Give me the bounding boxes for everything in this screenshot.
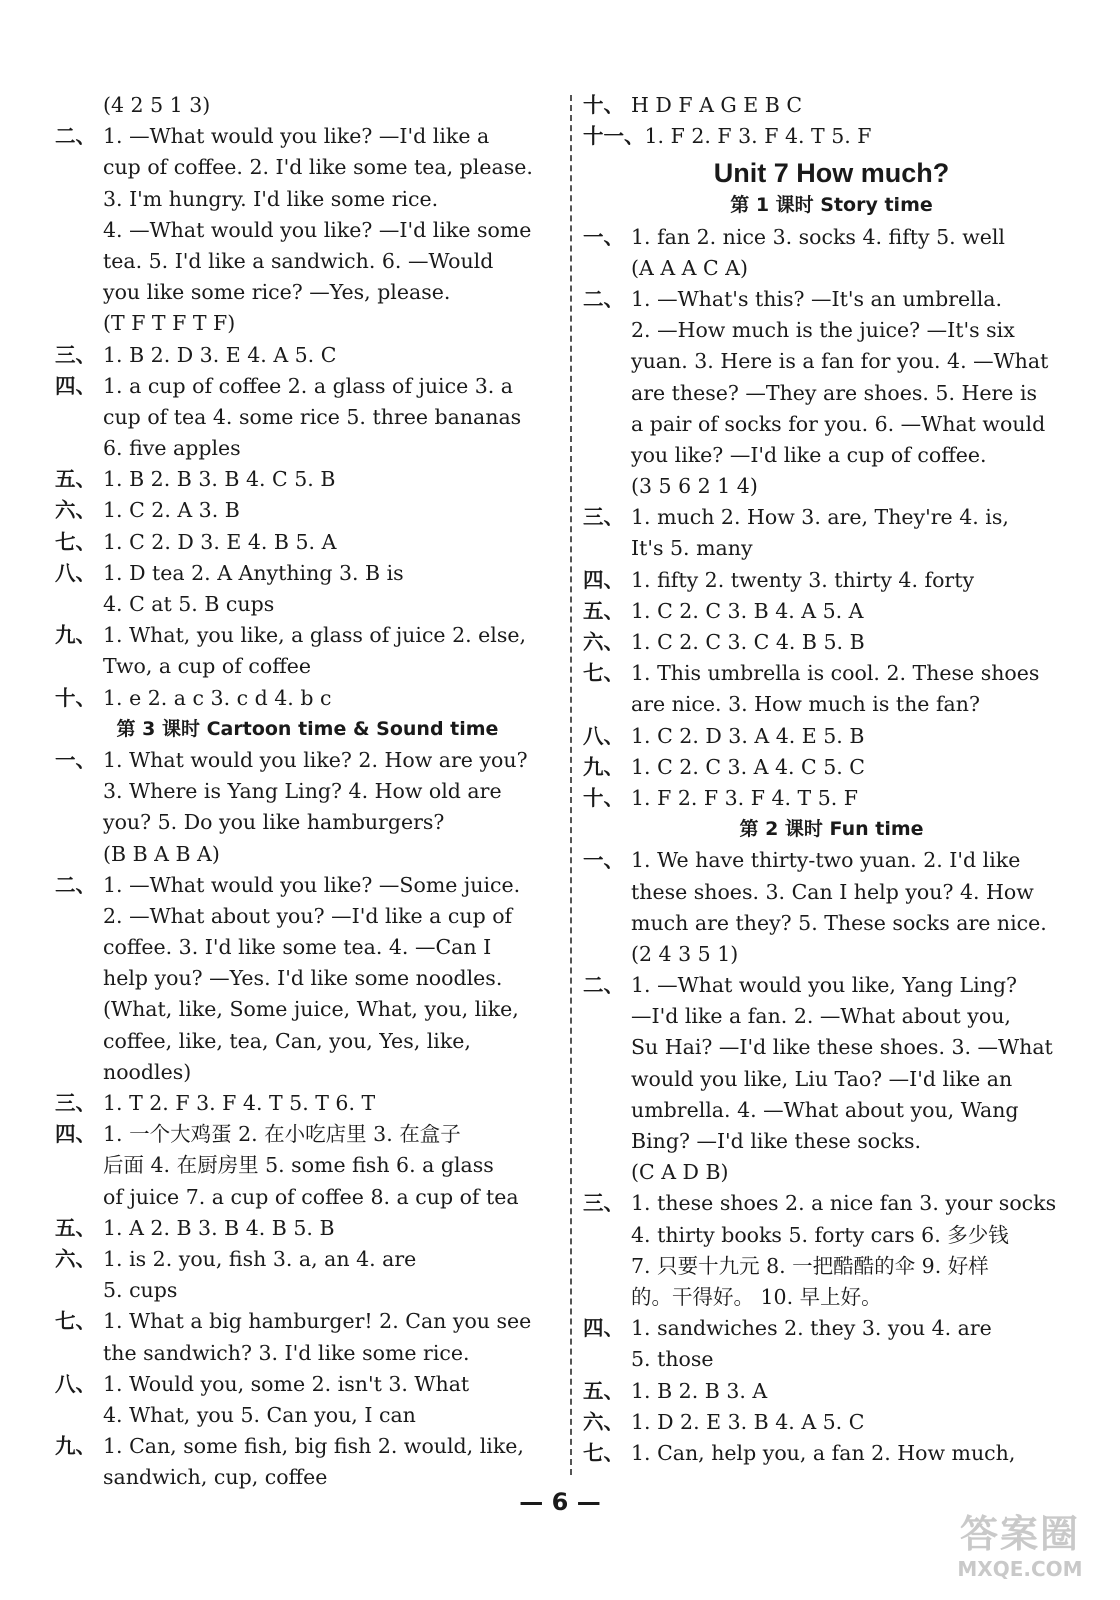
section-number: 二、 xyxy=(583,973,624,998)
answer-text: —I'd like a fan. 2. —What about you, xyxy=(631,1004,1011,1029)
answer-line xyxy=(583,877,1080,908)
section-number: 八、 xyxy=(55,1371,96,1396)
answer-text: (What, like, Some juice, What, you, like, xyxy=(103,997,519,1022)
section-number: 三、 xyxy=(583,1191,624,1216)
answer-line xyxy=(55,807,560,838)
answer-text: 1. a cup of coffee 2. a glass of juice 3. a xyxy=(103,373,514,398)
answer-text: would you like, Liu Tao? —I'd like an xyxy=(631,1066,1013,1091)
answer-line xyxy=(55,308,560,339)
section-number: 二、 xyxy=(55,872,96,897)
answer-text: 1. F 2. F 3. F 4. T 5. F xyxy=(631,785,859,810)
watermark-logo xyxy=(940,1510,1100,1590)
answer-line xyxy=(583,970,1080,1001)
section-number: 四、 xyxy=(55,373,96,398)
answer-line xyxy=(583,222,1080,253)
answer-line xyxy=(55,1338,560,1369)
answer-text: these shoes. 3. Can I help you? 4. How xyxy=(631,879,1034,904)
section-number: 八、 xyxy=(55,560,96,585)
answer-text: 2. —What about you? —I'd like a cup of xyxy=(103,903,513,928)
answer-text: 3. I'm hungry. I'd like some rice. xyxy=(103,186,439,211)
answer-line xyxy=(55,776,560,807)
answer-text: coffee, like, tea, Can, you, Yes, like, xyxy=(103,1028,471,1053)
answer-line xyxy=(583,409,1080,440)
answer-text: sandwich, cup, coffee xyxy=(103,1465,328,1490)
answer-line xyxy=(55,839,560,870)
answer-line xyxy=(583,908,1080,939)
answer-line xyxy=(55,402,560,433)
answer-text: 1. We have thirty-two yuan. 2. I'd like xyxy=(631,848,1021,873)
answer-text: 1. T 2. F 3. F 4. T 5. T 6. T xyxy=(103,1091,376,1116)
answer-text: 1. F 2. F 3. F 4. T 5. F xyxy=(644,124,872,149)
answer-text: 4. thirty books 5. forty cars 6. 多少钱 xyxy=(631,1222,1009,1247)
section-number: 四、 xyxy=(583,1316,624,1341)
answer-line xyxy=(55,651,560,682)
answer-line xyxy=(55,1182,560,1213)
answer-line xyxy=(55,215,560,246)
answer-text: yuan. 3. Here is a fan for you. 4. —What xyxy=(631,349,1049,374)
answer-text: 1. fifty 2. twenty 3. thirty 4. forty xyxy=(631,567,975,592)
answer-text: 1. This umbrella is cool. 2. These shoes xyxy=(631,661,1040,686)
section-number: 二、 xyxy=(583,286,624,311)
answer-line xyxy=(55,433,560,464)
answer-line xyxy=(583,440,1080,471)
answer-text: 6. five apples xyxy=(103,436,241,461)
answer-text: 1. C 2. D 3. A 4. E 5. B xyxy=(631,723,865,748)
answer-line xyxy=(55,1150,560,1181)
answer-line xyxy=(583,1344,1080,1375)
answer-text: 1. Can, help you, a fan 2. How much, xyxy=(631,1440,1016,1465)
answer-line xyxy=(583,939,1080,970)
answer-line xyxy=(583,253,1080,284)
answer-text: (T F T F T F) xyxy=(103,311,236,336)
section-number: 十一、 xyxy=(583,124,645,149)
section-number: 二、 xyxy=(55,124,96,149)
answer-text: you? 5. Do you like hamburgers? xyxy=(103,810,445,835)
answer-line xyxy=(55,620,560,651)
answer-line xyxy=(583,90,1080,121)
section-number: 三、 xyxy=(583,505,624,530)
answer-line xyxy=(55,901,560,932)
answer-text: 1. A 2. B 3. B 4. B 5. B xyxy=(103,1215,335,1240)
section-number: 一、 xyxy=(583,848,624,873)
answer-text: are nice. 3. How much is the fan? xyxy=(631,692,980,717)
answer-line xyxy=(55,963,560,994)
answer-line xyxy=(55,1275,560,1306)
lesson-subheading: 第 3 课时 Cartoon time & Sound time xyxy=(116,717,499,740)
answer-line xyxy=(583,783,1080,814)
answer-text: 1. B 2. B 3. B 4. C 5. B xyxy=(103,467,336,492)
section-number: 七、 xyxy=(55,529,96,554)
answer-text: 1. C 2. D 3. E 4. B 5. A xyxy=(103,529,337,554)
answer-text: 1. much 2. How 3. are, They're 4. is, xyxy=(631,505,1009,530)
section-number: 六、 xyxy=(55,1246,96,1271)
answer-text: (4 2 5 1 3) xyxy=(103,93,211,117)
answer-text: 1. C 2. C 3. C 4. B 5. B xyxy=(631,630,865,655)
watermark-brand: 答案圈 xyxy=(959,1512,1080,1556)
section-number: 四、 xyxy=(55,1122,96,1147)
answer-line xyxy=(55,464,560,495)
column-divider xyxy=(570,95,572,1475)
answer-text: of juice 7. a cup of coffee 8. a cup of tea xyxy=(103,1184,519,1209)
answer-text: 1. sandwiches 2. they 3. you 4. are xyxy=(631,1316,992,1341)
section-number: 十、 xyxy=(583,785,624,810)
answer-line xyxy=(55,589,560,620)
answer-line xyxy=(583,596,1080,627)
section-number: 一、 xyxy=(583,224,624,249)
section-number: 一、 xyxy=(55,747,96,772)
answer-text: 1. —What would you like? —Some juice. xyxy=(103,872,521,897)
answer-text: (A A A C A) xyxy=(631,255,748,280)
section-number: 六、 xyxy=(583,1409,624,1434)
answer-text: 1. 一个大鸡蛋 2. 在小吃店里 3. 在盒子 xyxy=(103,1122,461,1147)
answer-line xyxy=(583,627,1080,658)
answer-line xyxy=(583,1064,1080,1095)
answer-line xyxy=(583,1251,1080,1282)
answer-line xyxy=(583,121,1080,152)
section-number: 四、 xyxy=(583,567,624,592)
answer-text: 1. D 2. E 3. B 4. A 5. C xyxy=(631,1409,865,1434)
answer-line xyxy=(55,994,560,1025)
answer-line xyxy=(55,277,560,308)
answer-line xyxy=(583,533,1080,564)
answer-text: 1. e 2. a c 3. c d 4. b c xyxy=(103,685,332,710)
answer-line xyxy=(55,932,560,963)
section-number: 九、 xyxy=(583,754,624,779)
section-number: 十、 xyxy=(583,93,624,117)
answer-text: Bing? —I'd like these socks. xyxy=(631,1129,922,1154)
answer-text: H D F A G E B C xyxy=(631,93,803,117)
answer-text: 4. C at 5. B cups xyxy=(103,592,275,616)
answer-line xyxy=(55,1431,560,1462)
answer-text: 1. B 2. B 3. A xyxy=(631,1378,768,1403)
answer-line xyxy=(55,1369,560,1400)
answer-line xyxy=(55,495,560,526)
lesson-subheading: 第 1 课时 Story time xyxy=(730,194,933,217)
answer-line xyxy=(583,346,1080,377)
answer-line xyxy=(55,1306,560,1337)
answer-text: 1. Can, some fish, big fish 2. would, like, xyxy=(103,1434,524,1459)
answer-text: cup of tea 4. some rice 5. three bananas xyxy=(103,404,522,429)
answer-text: It's 5. many xyxy=(631,536,753,561)
left-answer-column xyxy=(55,90,560,1493)
answer-text: 1. B 2. D 3. E 4. A 5. C xyxy=(103,342,337,367)
answer-text: 1. fan 2. nice 3. socks 4. fifty 5. well xyxy=(631,224,1005,249)
answer-line xyxy=(55,152,560,183)
answer-text: 5. cups xyxy=(103,1278,178,1303)
section-number: 三、 xyxy=(55,342,96,367)
answer-line xyxy=(583,1157,1080,1188)
answer-line xyxy=(583,1407,1080,1438)
answer-line xyxy=(583,471,1080,502)
answer-line xyxy=(55,184,560,215)
answer-text: you like? —I'd like a cup of coffee. xyxy=(631,442,987,467)
section-number: 九、 xyxy=(55,623,96,648)
answer-line xyxy=(583,658,1080,689)
answer-text: 1. —What would you like, Yang Ling? xyxy=(631,973,1017,998)
answer-text: much are they? 5. These socks are nice. xyxy=(631,910,1047,935)
answer-text: (C A D B) xyxy=(631,1160,729,1185)
answer-text: 1. —What's this? —It's an umbrella. xyxy=(631,286,1003,311)
answer-text: (2 4 3 5 1) xyxy=(631,941,739,966)
answer-text: umbrella. 4. —What about you, Wang xyxy=(631,1097,1019,1122)
answer-text: 1. these shoes 2. a nice fan 3. your socks xyxy=(631,1191,1057,1216)
answer-text: 1. What a big hamburger! 2. Can you see xyxy=(103,1309,532,1334)
right-answer-column xyxy=(583,90,1080,1469)
answer-text: 1. What, you like, a glass of juice 2. else, xyxy=(103,623,527,648)
answer-text: tea. 5. I'd like a sandwich. 6. —Would xyxy=(103,248,494,273)
answer-line xyxy=(583,502,1080,533)
lesson-subheading: 第 2 课时 Fun time xyxy=(739,818,924,841)
answer-text: 1. is 2. you, fish 3. a, an 4. are xyxy=(103,1246,417,1271)
answer-line xyxy=(583,1282,1080,1313)
answer-line xyxy=(583,1220,1080,1251)
section-number: 五、 xyxy=(55,1215,96,1240)
section-number: 九、 xyxy=(55,1434,96,1459)
section-number: 五、 xyxy=(583,1378,624,1403)
answer-line xyxy=(55,1026,560,1057)
answer-text: Su Hai? —I'd like these shoes. 3. —What xyxy=(631,1035,1053,1060)
answer-line xyxy=(583,284,1080,315)
answer-text: 1. D tea 2. A Anything 3. B is xyxy=(103,560,404,585)
answer-line xyxy=(55,1057,560,1088)
answer-line xyxy=(583,1095,1080,1126)
answer-text: the sandwich? 3. I'd like some rice. xyxy=(103,1340,470,1365)
answer-text: 的。干得好。 10. 早上好。 xyxy=(631,1284,882,1309)
answer-line xyxy=(55,870,560,901)
answer-line xyxy=(55,90,560,121)
answer-line xyxy=(583,378,1080,409)
answer-line xyxy=(55,558,560,589)
answer-line xyxy=(55,1244,560,1275)
answer-line xyxy=(583,565,1080,596)
answer-line xyxy=(55,1088,560,1119)
answer-line xyxy=(583,752,1080,783)
answer-text: coffee. 3. I'd like some tea. 4. —Can I xyxy=(103,935,492,960)
section-number: 八、 xyxy=(583,723,624,748)
answer-text: 1. What would you like? 2. How are you? xyxy=(103,747,528,772)
answer-text: are these? —They are shoes. 5. Here is xyxy=(631,380,1038,405)
answer-text: you like some rice? —Yes, please. xyxy=(103,280,451,305)
answer-line xyxy=(583,315,1080,346)
section-number: 七、 xyxy=(583,1440,624,1465)
answer-text: 3. Where is Yang Ling? 4. How old are xyxy=(103,779,502,804)
answer-line xyxy=(583,845,1080,876)
section-number: 五、 xyxy=(55,467,96,492)
answer-line xyxy=(583,1126,1080,1157)
answer-line xyxy=(55,745,560,776)
answer-text: 1. Would you, some 2. isn't 3. What xyxy=(103,1371,470,1396)
answer-line xyxy=(55,527,560,558)
answer-line xyxy=(583,721,1080,752)
answer-text: 5. those xyxy=(631,1347,714,1372)
answer-text: 1. C 2. C 3. B 4. A 5. A xyxy=(631,598,864,623)
answer-text: 7. 只要十九元 8. 一把酷酷的伞 9. 好样 xyxy=(631,1253,989,1278)
section-number: 五、 xyxy=(583,598,624,623)
answer-text: 后面 4. 在厨房里 5. some fish 6. a glass xyxy=(103,1153,494,1178)
answer-line xyxy=(55,1400,560,1431)
answer-line xyxy=(55,121,560,152)
section-number: 六、 xyxy=(583,630,624,655)
answer-text: 4. What, you 5. Can you, I can xyxy=(103,1402,416,1427)
answer-text: Two, a cup of coffee xyxy=(103,654,312,679)
answer-text: 2. —How much is the juice? —It's six xyxy=(631,318,1015,343)
answer-text: a pair of socks for you. 6. —What would xyxy=(631,411,1046,436)
section-number: 十、 xyxy=(55,685,96,710)
answer-line xyxy=(583,1376,1080,1407)
unit-title: Unit 7 How much? xyxy=(713,158,950,189)
answer-line xyxy=(55,340,560,371)
watermark-url: MXQE.COM xyxy=(957,1557,1083,1581)
answer-line xyxy=(583,1001,1080,1032)
section-number: 三、 xyxy=(55,1091,96,1116)
answer-text: 1. C 2. A 3. B xyxy=(103,498,240,523)
page-number: — 6 — xyxy=(519,1488,601,1516)
section-number: 七、 xyxy=(583,661,624,686)
answer-text: 1. C 2. C 3. A 4. C 5. C xyxy=(631,754,865,779)
answer-line xyxy=(55,246,560,277)
answer-text: 1. —What would you like? —I'd like a xyxy=(103,124,490,149)
answer-line xyxy=(583,1438,1080,1469)
answer-line xyxy=(55,1213,560,1244)
answer-line xyxy=(55,683,560,714)
answer-line xyxy=(583,1188,1080,1219)
answer-text: (3 5 6 2 1 4) xyxy=(631,474,758,499)
section-number: 六、 xyxy=(55,498,96,523)
answer-line xyxy=(583,1313,1080,1344)
answer-line xyxy=(55,1119,560,1150)
section-number: 七、 xyxy=(55,1309,96,1334)
answer-text: cup of coffee. 2. I'd like some tea, please. xyxy=(103,155,533,180)
answer-line xyxy=(583,1032,1080,1063)
answer-line xyxy=(55,371,560,402)
answer-text: help you? —Yes. I'd like some noodles. xyxy=(103,966,503,991)
answer-line xyxy=(583,689,1080,720)
answer-text: 4. —What would you like? —I'd like some xyxy=(103,217,532,242)
answer-text: noodles) xyxy=(103,1059,192,1084)
answer-text: (B B A B A) xyxy=(103,841,220,866)
